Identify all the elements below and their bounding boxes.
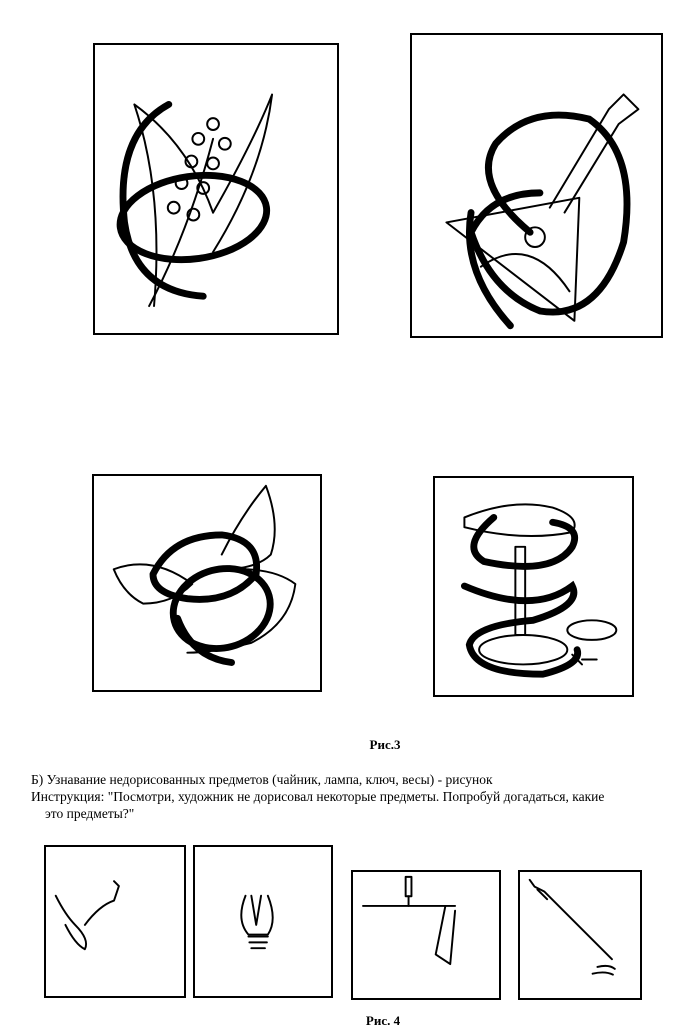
figure3-caption: Рис.3: [369, 737, 401, 752]
key-fragment: [520, 872, 640, 998]
figure3-panel-lily: [93, 43, 339, 335]
scales-fragment: [353, 872, 499, 998]
figure4-panel-lamp: [193, 845, 333, 998]
section-b-line-1: Б) Узнавание недорисованных предметов (чайник, лампа, ключ, весы) - рисунок: [31, 772, 493, 787]
bulb-fragment: [195, 847, 331, 996]
teapot-fragment: [46, 847, 184, 996]
figure4-panel-key: [518, 870, 642, 1000]
lamp-drawing: [435, 478, 632, 695]
balalaika-drawing: [412, 35, 661, 336]
figure4-panel-scales: [351, 870, 501, 1000]
figure3-panel-lamp: [433, 476, 634, 697]
leaves-drawing: [94, 476, 320, 690]
lily-drawing: [95, 45, 337, 333]
figure4-panel-teapot: [44, 845, 186, 998]
section-b-line-3: это предметы?": [45, 806, 135, 821]
figure3-panel-balalaika: [410, 33, 663, 338]
section-b-line-2: Инструкция: "Посмотри, художник не дорисовал некоторые предметы. Попробуй догадаться, какие: [31, 789, 605, 804]
figure3-panel-leaves: [92, 474, 322, 692]
figure4-caption: Рис. 4: [365, 1013, 401, 1028]
